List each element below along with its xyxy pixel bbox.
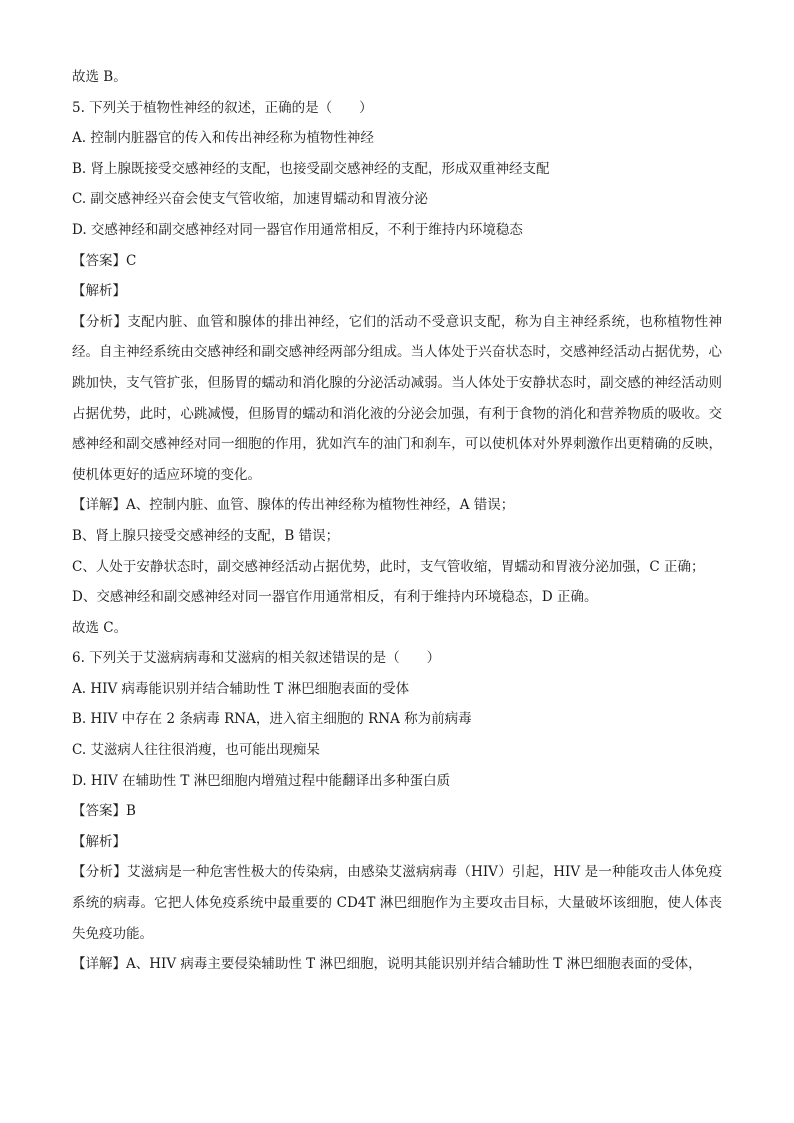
q6-option-b: B. HIV 中存在 2 条病毒 RNA，进入宿主细胞的 RNA 称为前病毒 [72, 711, 472, 728]
q5-detail-c: C、人处于安静状态时，副交感神经活动占据优势，此时，支气管收缩，胃蠕动和胃液分泌加强，C 正确； [72, 558, 705, 575]
q6-stem: 6. 下列关于艾滋病病毒和艾滋病的相关叙述错误的是（ ） [72, 650, 441, 667]
q5-option-d: D. 交感神经和副交感神经对同一器官作用通常相反，不利于维持内环境稳态 [72, 221, 523, 238]
answer-value: C [126, 252, 137, 269]
q5-option-a: A. 控制内脏器官的传入和传出神经称为植物性神经 [72, 130, 374, 147]
q6-answer [72, 796, 722, 827]
detail-text: A、HIV 病毒主要侵染辅助性 T 淋巴细胞，说明其能识别并结合辅助性 T 淋巴细胞表面的受体， [126, 956, 702, 973]
q5-conclusion: 故选 C。 [72, 619, 128, 636]
q5-option-b: B. 肾上腺既接受交感神经的支配，也接受副交感神经的支配，形成双重神经支配 [72, 160, 550, 177]
q6-jiexi-tag: 【解析】 [72, 833, 126, 850]
q6-option-a: A. HIV 病毒能识别并结合辅助性 T 淋巴细胞表面的受体 [72, 680, 410, 697]
q5-answer [72, 246, 722, 277]
analysis-tag: 【分析】 [72, 313, 128, 330]
q6-option-d: D. HIV 在辅助性 T 淋巴细胞内增殖过程中能翻译出多种蛋白质 [72, 772, 451, 789]
q5-detail-d: D、交感神经和副交感神经对同一器官作用通常相反，有利于维持内环境稳态，D 正确。 [72, 589, 598, 606]
q6-analysis [72, 857, 722, 949]
analysis-text: 艾滋病是一种危害性极大的传染病，由感染艾滋病病毒（HIV）引起，HIV 是一种能攻击人体免疫系统的病毒。它把人体免疫系统中最重要的 CD4T 淋巴细胞作为主要攻击目标，大量破坏该细胞，使人体丧失免疫功能。 [72, 864, 723, 942]
q6-option-c: C. 艾滋病人往往很消瘦，也可能出现痴呆 [72, 742, 320, 759]
q5-stem: 5. 下列关于植物性神经的叙述，正确的是（ ） [72, 99, 373, 116]
q5-analysis [72, 307, 722, 491]
answer-tag: 【答案】 [72, 803, 126, 820]
document-body [72, 62, 722, 980]
analysis-tag: 【分析】 [72, 864, 128, 881]
q5-detail-a [72, 490, 722, 521]
q5-option-c: C. 副交感神经兴奋会使支气管收缩，加速胃蠕动和胃液分泌 [72, 191, 428, 208]
q5-jiexi-tag: 【解析】 [72, 283, 126, 300]
detail-tag: 【详解】 [72, 956, 126, 973]
detail-tag: 【详解】 [72, 497, 126, 514]
analysis-text: 支配内脏、血管和腺体的排出神经，它们的活动不受意识支配，称为自主神经系统，也称植物性神经。自主神经系统由交感神经和副交感神经两部分组成。当人体处于兴奋状态时，交感神经活动占据优势，心跳加快，支气管扩张，但肠胃的蠕动和消化腺的分泌活动减弱。当人体处于安静状态时，副交感的神经活动则占据优势，此时，心跳减慢，但肠胃的蠕动和消化液的分泌会加强，有利于食物的消化和营养物质的吸收。交感神经和副交感神经对同一细胞的作用，犹如汽车的油门和刹车，可以使机体对外界刺激作出更精确的反映，使机体更好的适应环境的变化。 [72, 313, 723, 483]
q6-detail-a [72, 949, 722, 980]
q5-detail-b: B、肾上腺只接受交感神经的支配，B 错误； [72, 527, 340, 544]
detail-text: A、控制内脏、血管、腺体的传出神经称为植物性神经，A 错误； [126, 497, 515, 514]
previous-conclusion: 故选 B。 [72, 69, 127, 85]
answer-value: B [126, 803, 136, 820]
answer-tag: 【答案】 [72, 252, 126, 269]
